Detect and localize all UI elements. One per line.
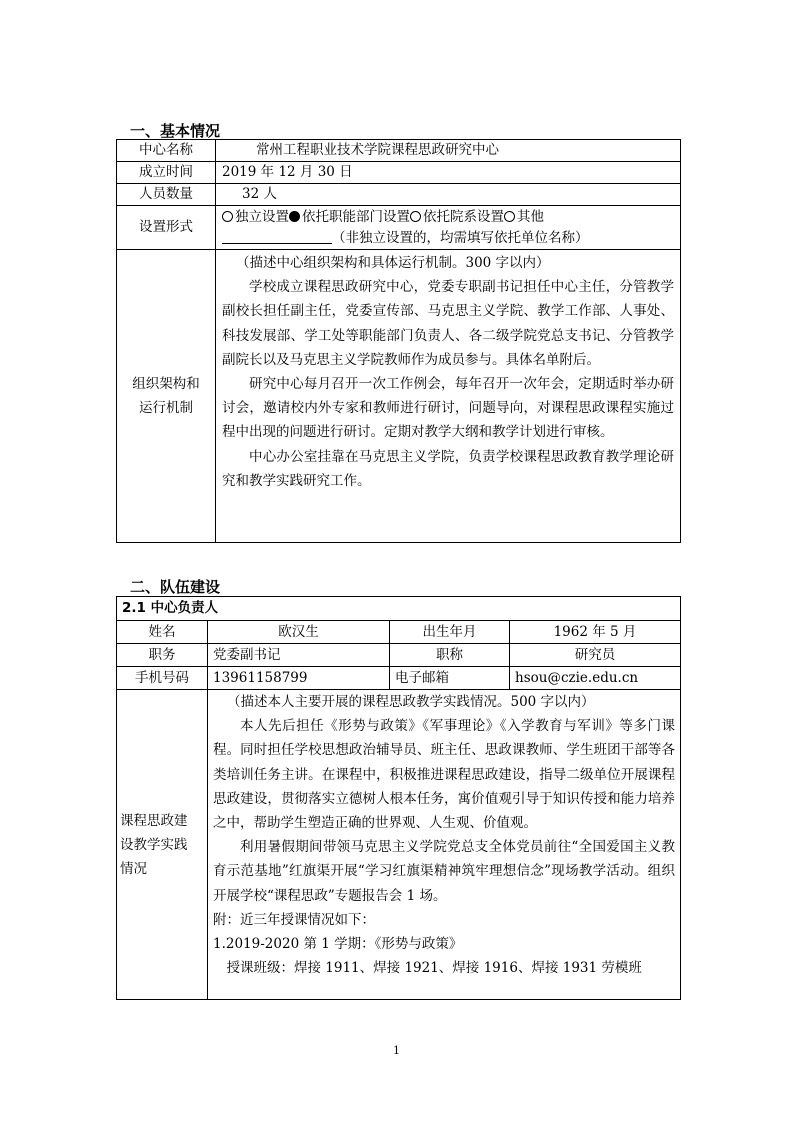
- radio-functional-dept-icon[interactable]: [289, 211, 300, 222]
- org-hint: （描述中心组织架构和具体运行机制。300 字以内）: [236, 255, 550, 271]
- email-label: 电子邮箱: [390, 667, 510, 690]
- birth-value: 1962 年 5 月: [510, 621, 681, 644]
- position-value: 党委副书记: [208, 644, 390, 667]
- practice-label: [117, 690, 208, 1000]
- org-label: [117, 250, 216, 543]
- center-name-label: 中心名称: [117, 140, 216, 162]
- radio-other-icon[interactable]: [504, 211, 515, 222]
- birth-label: 出生年月: [390, 621, 510, 644]
- org-paragraph-3: 中心办公室挂靠在马克思主义学院，负责学校课程思政教育教学理论研究和教学实践研究工作。: [222, 448, 674, 489]
- practice-label-line3: 情况: [120, 860, 147, 877]
- practice-hint: （描述本人主要开展的课程思政教学实践情况。500 字以内）: [227, 694, 595, 710]
- class-line: 授课班级：焊接 1911、焊接 1921、焊接 1916、焊接 1931 劳模班: [226, 960, 642, 977]
- email-value: hsou@czie.edu.cn: [510, 667, 681, 690]
- practice-label-line2: 设教学实践: [120, 836, 188, 853]
- title-value: 研究员: [510, 644, 681, 667]
- org-label-line2: 运行机制: [139, 400, 193, 416]
- option-other: 其他: [517, 208, 544, 225]
- practice-content: [208, 690, 681, 1000]
- leader-table: [116, 596, 681, 1000]
- founded-label: 成立时间: [117, 162, 216, 184]
- radio-department-icon[interactable]: [410, 211, 421, 222]
- org-content: [216, 250, 681, 543]
- other-blank-field[interactable]: [222, 229, 332, 244]
- option-department: 依托院系设置: [423, 208, 504, 225]
- name-label: 姓名: [117, 621, 208, 644]
- staff-label: 人员数量: [117, 184, 216, 206]
- section1-title: 一、基本情况: [130, 122, 221, 140]
- basic-info-table: [116, 139, 681, 543]
- appendix-line: 附：近三年授课情况如下：: [213, 911, 375, 928]
- option-independent: 独立设置: [235, 208, 289, 225]
- phone-label: 手机号码: [117, 667, 208, 690]
- org-paragraph-2: 研究中心每月召开一次工作例会，每年召开一次年会，定期适时举办研讨会，邀请校内外专家和教师进行研讨，问题导向，对课程思政课程实施过程中出现的问题进行研讨。定期对教学大纲和教学计划进行审核。: [222, 376, 674, 441]
- title-label: 职称: [390, 644, 510, 667]
- setup-options: [216, 206, 681, 250]
- position-label: 职务: [117, 644, 208, 667]
- phone-value: 13961158799: [208, 667, 390, 690]
- setup-note: （非独立设置的，均需填写依托单位名称）: [332, 229, 589, 246]
- staff-value: 32 人: [216, 184, 681, 206]
- center-name-value: 常州工程职业技术学院课程思政研究中心: [216, 140, 681, 162]
- page-number: 1: [393, 1044, 400, 1057]
- founded-value: 2019 年 12 月 30 日: [216, 162, 681, 184]
- org-label-line1: 组织架构和: [132, 376, 200, 392]
- section2-title: 二、队伍建设: [130, 578, 221, 596]
- practice-paragraph-1: 本人先后担任《形势与政策》《军事理论》《入学教育与军训》等多门课程。同时担任学校思想政治辅导员、班主任、思政课教师、学生班团干部等各类培训任务主讲。在课程中，积极推进课程思政建设，指导二级单位开展课程思政建设，贯彻落实立德树人根本任务，寓价值观引导于知识传授和能力培养之中，帮助学生塑造正确的世界观、人生观、价值观。: [213, 718, 675, 832]
- org-paragraph-1: 学校成立课程思政研究中心，党委专职副书记担任中心主任，分管教学副校长担任副主任，党委宣传部、马克思主义学院、教学工作部、人事处、科技发展部、学工处等职能部门负责人、各二级学院党总支书记、分管教学副院长以及马克思主义学院教师作为成员参与。具体名单附后。: [222, 279, 674, 368]
- practice-label-line1: 课程思政建: [120, 812, 188, 829]
- radio-independent-icon[interactable]: [222, 211, 233, 222]
- option-functional-dept: 依托职能部门设置: [302, 208, 410, 225]
- practice-paragraph-2: 利用暑假期间带领马克思主义学院党总支全体党员前往“全国爱国主义教育示范基地”红旗渠开展“学习红旗渠精神筑牢理想信念”现场教学活动。组织开展学校“课程思政”专题报告会 1 场。: [213, 839, 675, 904]
- name-value: 欧汉生: [208, 621, 390, 644]
- course-line: 1.2019-2020 第 1 学期：《形势与政策》: [213, 936, 463, 953]
- leader-subtitle: 2.1 中心负责人: [117, 597, 681, 621]
- setup-label: 设置形式: [117, 206, 216, 250]
